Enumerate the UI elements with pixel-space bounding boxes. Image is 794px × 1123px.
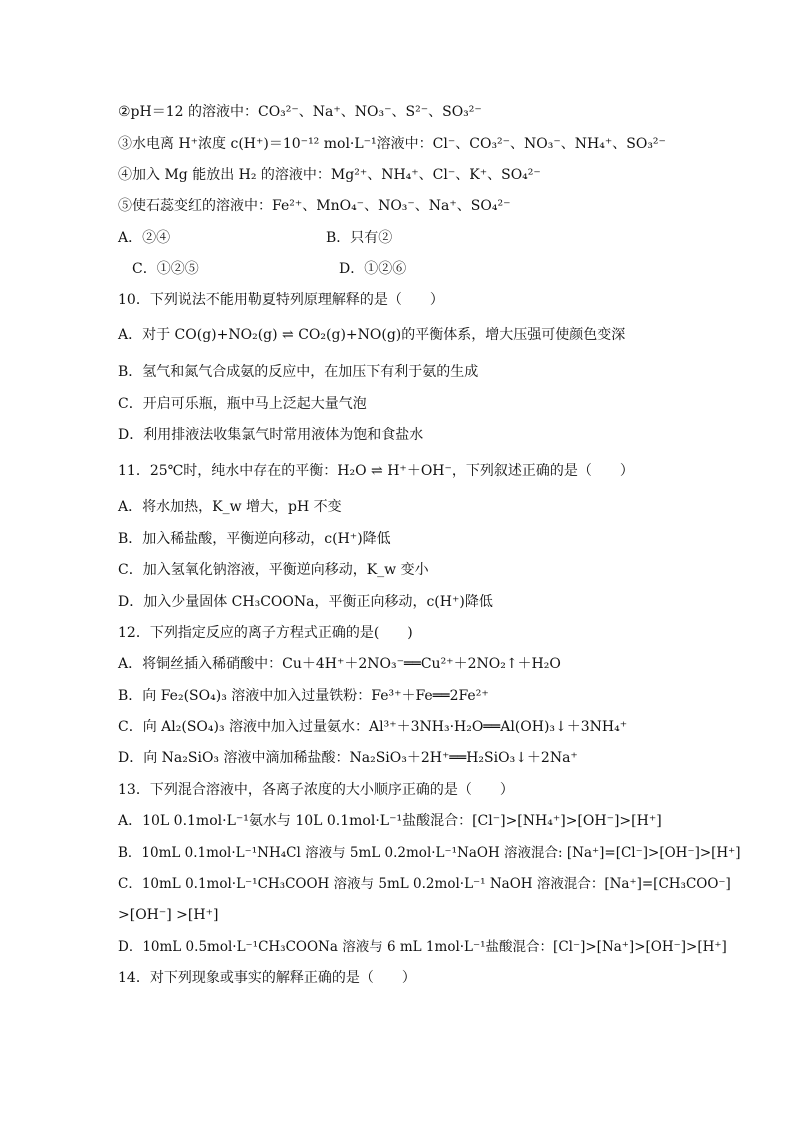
q10-choice-c: C．开启可乐瓶，瓶中马上泛起大量气泡	[118, 396, 367, 412]
q12-choice-d: D．向 Na₂SiO₃ 溶液中滴加稀盐酸：Na₂SiO₃＋2H⁺══H₂SiO₃↓＋2Na⁺	[118, 750, 578, 766]
q10-choice-d: D．利用排液法收集氯气时常用液体为饱和食盐水	[118, 427, 424, 443]
question-12: 12．下列指定反应的离子方程式正确的是( )	[118, 625, 413, 641]
question-10: 10．下列说法不能用勒夏特列原理解释的是（ ）	[118, 292, 444, 308]
q12-choice-a: A．将铜丝插入稀硝酸中：Cu＋4H⁺＋2NO₃⁻══Cu²⁺＋2NO₂↑＋H₂O	[118, 656, 561, 672]
option-line-5: ⑤使石蕊变红的溶液中：Fe²⁺、MnO₄⁻、NO₃⁻、Na⁺、SO₄²⁻	[118, 198, 511, 214]
option-line-3: ③水电离 H⁺浓度 c(H⁺)＝10⁻¹² mol·L⁻¹溶液中：Cl⁻、CO₃²⁻、NO₃⁻、NH₄⁺、SO₃²⁻	[118, 136, 666, 152]
q9-choice-c: C．①②⑤	[132, 261, 199, 277]
question-11: 11．25℃时，纯水中存在的平衡：H₂O ⇌ H⁺＋OH⁻，下列叙述正确的是（ ）	[118, 463, 634, 479]
q11-choice-a: A．将水加热，K_w 增大，pH 不变	[118, 499, 342, 515]
q11-choice-b: B．加入稀盐酸，平衡逆向移动，c(H⁺)降低	[118, 531, 391, 547]
q10-choice-a: A．对于 CO(g)+NO₂(g) ⇌ CO₂(g)+NO(g)的平衡体系，增大压强可使颜色变深	[118, 327, 626, 343]
q12-choice-c: C．向 Al₂(SO₄)₃ 溶液中加入过量氨水：Al³⁺＋3NH₃·H₂O══Al(OH)₃↓＋3NH₄⁺	[118, 719, 628, 735]
q13-choice-d: D．10mL 0.5mol·L⁻¹CH₃COONa 溶液与 6 mL 1mol·L⁻¹盐酸混合：[Cl⁻]>[Na⁺]>[OH⁻]>[H⁺]	[118, 939, 727, 955]
q9-choice-b: B．只有②	[326, 230, 393, 246]
q10-choice-b: B．氢气和氮气合成氨的反应中，在加压下有利于氨的生成	[118, 364, 479, 380]
q13-choice-c: C．10mL 0.1mol·L⁻¹CH₃COOH 溶液与 5mL 0.2mol·L⁻¹ NaOH 溶液混合：[Na⁺]=[CH₃COO⁻]	[118, 876, 731, 892]
option-line-2: ②pH＝12 的溶液中：CO₃²⁻、Na⁺、NO₃⁻、S²⁻、SO₃²⁻	[118, 104, 482, 120]
q9-choice-d: D．①②⑥	[339, 261, 407, 277]
option-line-4: ④加入 Mg 能放出 H₂ 的溶液中：Mg²⁺、NH₄⁺、Cl⁻、K⁺、SO₄²⁻	[118, 167, 541, 183]
question-13: 13．下列混合溶液中，各离子浓度的大小顺序正确的是（ ）	[118, 782, 514, 798]
q13-choice-b: B．10mL 0.1mol·L⁻¹NH₄Cl 溶液与 5mL 0.2mol·L⁻¹NaOH 溶液混合: [Na⁺]=[Cl⁻]>[OH⁻]>[H⁺]	[118, 845, 741, 861]
q13-choice-a: A．10L 0.1mol·L⁻¹氨水与 10L 0.1mol·L⁻¹盐酸混合：[Cl⁻]>[NH₄⁺]>[OH⁻]>[H⁺]	[118, 813, 662, 829]
q13-choice-c-continued: >[OH⁻] >[H⁺]	[118, 907, 219, 923]
question-14: 14．对下列现象或事实的解释正确的是（ ）	[118, 970, 416, 986]
q12-choice-b: B．向 Fe₂(SO₄)₃ 溶液中加入过量铁粉：Fe³⁺＋Fe══2Fe²⁺	[118, 688, 489, 704]
q11-choice-d: D．加入少量固体 CH₃COONa，平衡正向移动，c(H⁺)降低	[118, 594, 493, 610]
q9-choice-a: A．②④	[118, 230, 171, 246]
q11-choice-c: C．加入氢氧化钠溶液，平衡逆向移动，K_w 变小	[118, 562, 429, 578]
